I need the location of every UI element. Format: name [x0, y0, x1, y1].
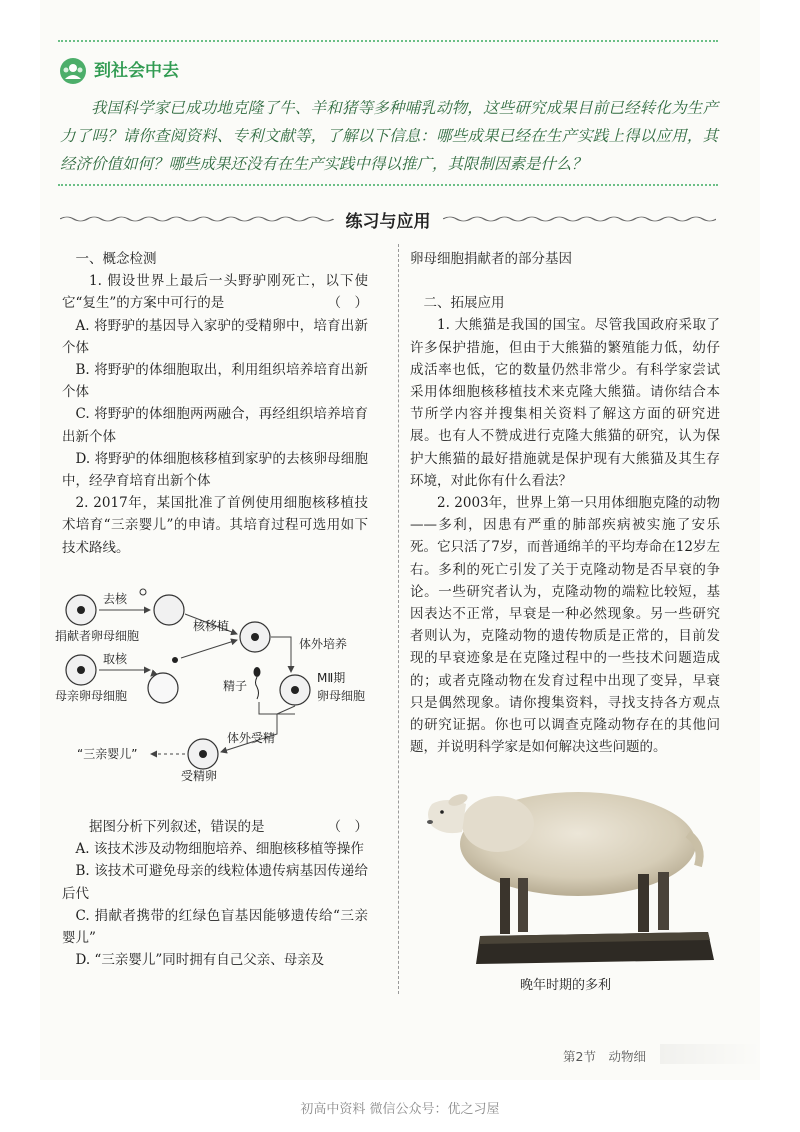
reconstructed-egg: [240, 622, 270, 652]
mii-egg-cell: [280, 675, 310, 705]
q2-answer-paren: （ ）: [327, 819, 368, 835]
in-vitro-culture-arrow: [271, 637, 291, 672]
q1-option-d: D. 将野驴的体细胞核移植到家驴的去核卵母细胞中，经孕育培育出新个体: [62, 450, 368, 490]
extension-q1: 1. 大熊猫是我国的国宝。尽管我国政府采取了许多保护措施，但由于大熊猫的繁殖能力低，幼仔成活率也低，它的数量仍然非常少。有科学家尝试采用体细胞核移植技术来克隆大熊猫。请你结合本节所学内容并搜集相关资料了解这方面的研究进展。也有人不赞成进行克隆大熊猫的研究，认为保护大熊猫的最好措施就是保护现有大熊猫及其生存环境，对此你有什么看法？: [410, 317, 720, 489]
section-title-bar: [60, 206, 716, 232]
zygote-cell: [188, 739, 218, 769]
enucleated-mother-egg: [148, 673, 178, 703]
left-column-bottom: [62, 816, 368, 971]
society-text: 我国科学家已成功地克隆了牛、羊和猪等多种哺乳动物，这些研究成果目前已经转化为生产力了吗？请你查阅资料、专利文献等，了解以下信息：哪些成果已经在生产实践上得以应用，其经济价值如何？哪些成果还没有在生产实践中得以推广，其限制因素是什么？: [60, 99, 718, 173]
dotted-divider-bottom: [58, 184, 718, 186]
baby-label: “三亲婴儿”: [77, 747, 138, 761]
right-column: [410, 248, 720, 758]
q1-stem: 1. 假设世界上最后一头野驴刚死亡，以下使它“复生”的方案中可行的是 （ ）: [62, 270, 368, 314]
sperm-label: 精子: [223, 679, 248, 693]
egg-join-line: [277, 706, 295, 714]
nuclear-transfer-label: 核移植: [193, 619, 230, 633]
wave-divider-left: [60, 215, 334, 223]
q2-option-b: B. 该技术可避免母亲的线粒体遗传病基因传递给后代: [62, 863, 368, 902]
dotted-divider-top: [58, 40, 718, 42]
donor-egg-label: 捐献者卵母细胞: [55, 629, 140, 643]
sperm: [254, 667, 261, 699]
in-vitro-fert-label: 体外受精: [227, 731, 276, 745]
q2-option-a: A. 该技术涉及动物细胞培养、细胞核移植等操作: [75, 841, 364, 858]
take-nucleus-label: 取核: [103, 652, 128, 666]
watermark-text: 初高中资料 微信公众号：优之习屋: [300, 1102, 500, 1117]
q1-answer-paren: （ ）: [327, 295, 368, 312]
sheep-leg-front-right: [518, 878, 528, 932]
footer-fade: [660, 1044, 760, 1064]
q2-option-d-continued: 卵母细胞捐献者的部分基因: [410, 251, 572, 267]
mii-label-2: 卵母细胞: [317, 689, 366, 703]
page-footer-label: 第2节 动物细: [563, 1049, 646, 1064]
mii-label-1: MⅡ期: [317, 671, 346, 685]
section-title: 练习与应用: [345, 211, 431, 232]
dolly-sheep-photo: [418, 774, 718, 970]
enucleated-donor-egg: [154, 595, 184, 625]
mother-egg-label: 母亲卵母细胞: [55, 689, 128, 703]
q2-stem: 2. 2017年，某国批准了首例使用细胞核移植技术培育“三亲婴儿”的申请。其培育过程可选用如下技术路线。: [62, 495, 368, 556]
sheep-leg-front-left: [500, 878, 510, 934]
in-vitro-culture-label: 体外培养: [299, 637, 348, 651]
donor-egg-cell: [66, 595, 96, 625]
left-column: [62, 248, 368, 559]
q2-question: 据图分析下列叙述，错误的是 （ ）: [62, 816, 368, 838]
nuclear-transfer-arrow-1: [181, 640, 237, 658]
removed-nucleus: [140, 589, 146, 595]
extension-q2: 2. 2003年，世界上第一只用体细胞克隆的动物——多利，因患有严重的肺部疾病被实施了安乐死。它只活了7岁，而普通绵羊的平均寿命在12岁左右。多利的死亡引发了关于克隆动物是否早衰的争论。一些研究者认为，克隆动物的端粒比较短，基因表达不正常，早衰是一种必然现象。另一些研究者则认为，克隆动物的遗传物质是正常的，目前发现的早衰迹象是在克隆过程中的一些技术问题造成的；或者克隆动物在发育过程中出现了变异，早衰只是偶然现象。请你搜集资料，寻找支持各方观点的研究证据。你也可以调查克隆动物存在的其他问题，并说明科学家是如何解决这些问题的。: [410, 495, 720, 756]
remove-nucleus-label: 去核: [103, 592, 128, 606]
q1-option-c: C. 将野驴的体细胞两两融合，再经组织培养培育出新个体: [62, 406, 368, 445]
society-icon: [60, 58, 86, 84]
extension-heading: 二、拓展应用: [423, 295, 505, 312]
sheep-leg-back-right: [658, 872, 669, 930]
mother-egg-cell: [66, 655, 96, 685]
mother-nucleus: [172, 657, 178, 663]
photo-caption: 晚年时期的多利: [520, 978, 612, 993]
society-title: 到社会中去: [94, 61, 179, 81]
q1-option-a: A. 将野驴的基因导入家驴的受精卵中，培育出新个体: [62, 317, 368, 356]
concept-check-heading: 一、概念检测: [75, 251, 157, 267]
q2-option-c: C. 捐献者携带的红绿色盲基因能够遗传给“三亲婴儿”: [62, 907, 368, 947]
sheep-head: [428, 800, 466, 833]
sheep-leg-back-left: [638, 874, 649, 932]
column-divider: [398, 244, 399, 994]
q1-option-b: B. 将野驴的体细胞取出，利用组织培养培育出新个体: [62, 362, 368, 401]
wave-divider-right: [443, 215, 717, 223]
q2-option-d: D. “三亲婴儿”同时拥有自己父亲、母亲及: [75, 952, 325, 969]
zygote-label: 受精卵: [181, 769, 218, 782]
three-parent-baby-diagram: [55, 582, 375, 782]
